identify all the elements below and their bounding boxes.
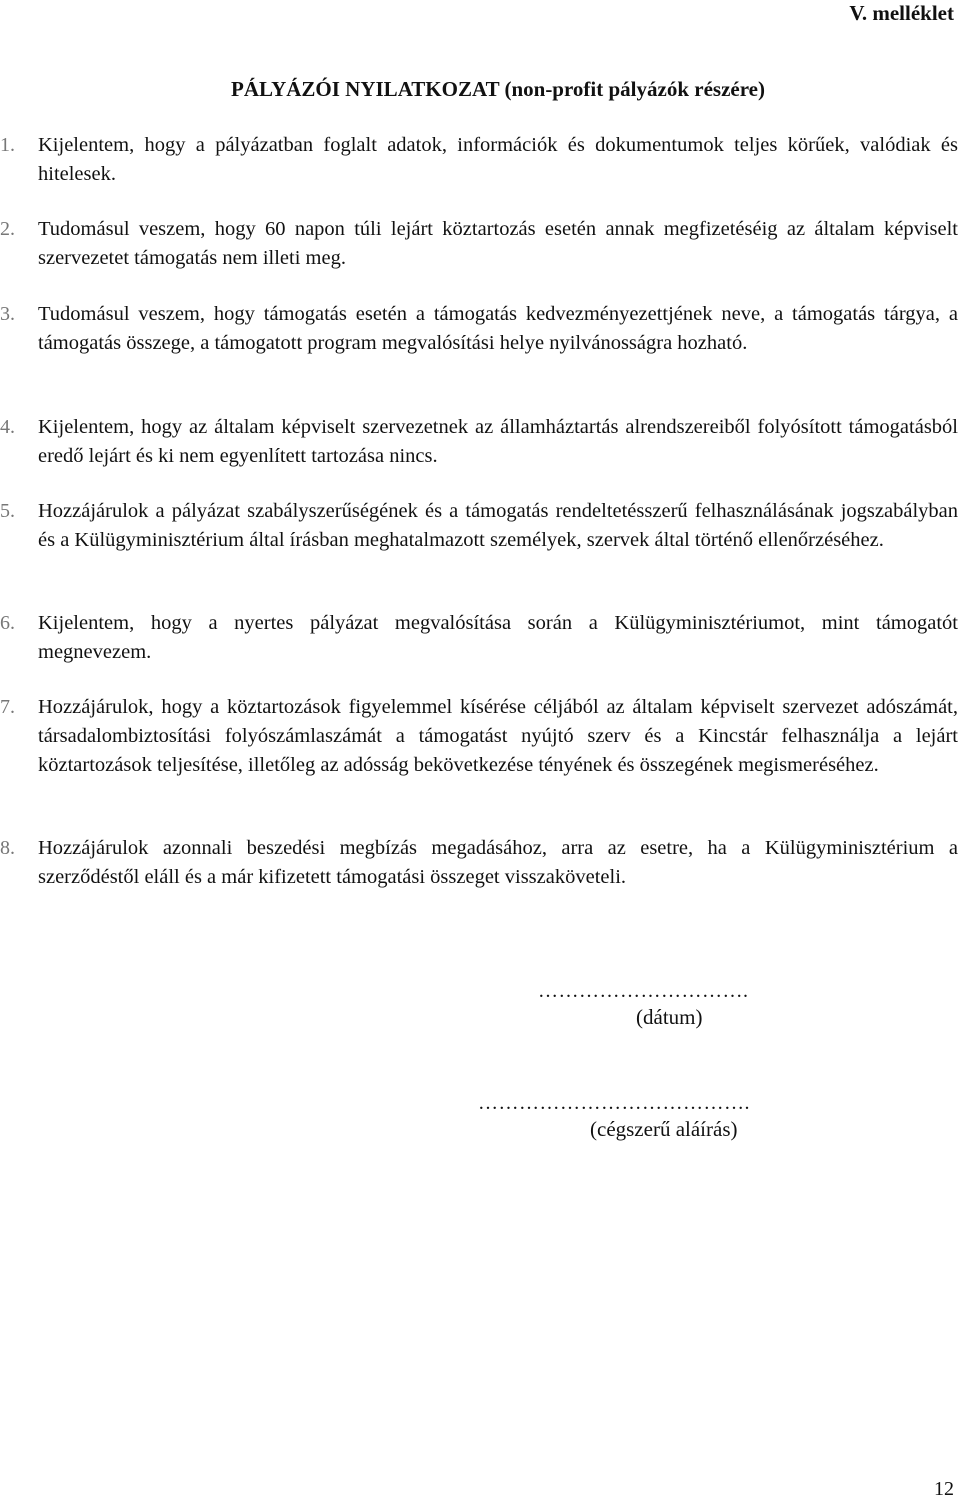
page-number: 12 bbox=[934, 1478, 954, 1500]
signature-label: (cégszerű aláírás) bbox=[590, 1117, 738, 1141]
item-text: Tudomásul veszem, hogy 60 napon túli lejárt köztartozás esetén annak megfizetéséig az általam képviselt szervezetet támogatás nem illeti meg. bbox=[38, 218, 958, 269]
item-number: 2. bbox=[0, 218, 15, 240]
declaration-item-1 bbox=[0, 131, 958, 189]
item-number: 7. bbox=[0, 696, 15, 718]
declaration-item-2 bbox=[0, 215, 958, 273]
item-number: 1. bbox=[0, 134, 15, 156]
declaration-item-6 bbox=[0, 609, 958, 667]
annex-label: V. melléklet bbox=[849, 1, 954, 25]
declaration-item-8 bbox=[0, 834, 958, 892]
signature-dotted-line: …………………………………. bbox=[478, 1092, 750, 1114]
item-text: Kijelentem, hogy az általam képviselt szervezetnek az államháztartás alrendszereiből folyósított támogatásból eredő lejárt és ki nem egyenlített tartozása nincs. bbox=[38, 416, 958, 467]
item-number: 3. bbox=[0, 303, 15, 325]
item-text: Kijelentem, hogy a pályázatban foglalt adatok, információk és dokumentumok teljes körűek, valódiak és hitelesek. bbox=[38, 134, 958, 185]
item-text: Tudomásul veszem, hogy támogatás esetén a támogatás kedvezményezettjének neve, a támogatás tárgya, a támogatás összege, a támogatott program megvalósítási helye nyilvánosságra hozható. bbox=[38, 303, 958, 354]
date-dotted-line: …………………………. bbox=[538, 980, 749, 1002]
item-number: 6. bbox=[0, 612, 15, 634]
declaration-item-7 bbox=[0, 693, 958, 780]
item-number: 5. bbox=[0, 500, 15, 522]
declaration-item-3 bbox=[0, 300, 958, 358]
document-title: PÁLYÁZÓI NYILATKOZAT (non-profit pályázók részére) bbox=[231, 77, 765, 101]
item-number: 8. bbox=[0, 837, 15, 859]
date-label: (dátum) bbox=[636, 1005, 703, 1029]
item-text: Hozzájárulok a pályázat szabályszerűségének és a támogatás rendeltetésszerű felhasználásának jogszabályban és a Külügyminisztérium által írásban meghatalmazott személyek, szervek által történő ellenőrzéséhez. bbox=[38, 500, 958, 551]
item-text: Hozzájárulok azonnali beszedési megbízás megadásához, arra az esetre, ha a Külügyminisztérium a szerződéstől eláll és a már kifizetett támogatási összeget visszaköveteli. bbox=[38, 837, 958, 888]
declaration-item-5 bbox=[0, 497, 958, 555]
item-number: 4. bbox=[0, 416, 15, 438]
item-text: Hozzájárulok, hogy a köztartozások figyelemmel kísérése céljából az általam képviselt szervezet adószámát, társadalombiztosítási folyószámlaszámát a támogatást nyújtó szerv és a Kincstár felhasználja a lejárt köztartozások teljesítése, illetőleg az adósság bekövetkezése tényének és összegének megismeréséhez. bbox=[38, 696, 958, 776]
item-text: Kijelentem, hogy a nyertes pályázat megvalósítása során a Külügyminisztériumot, mint támogatót megnevezem. bbox=[38, 612, 958, 663]
declaration-item-4 bbox=[0, 413, 958, 471]
